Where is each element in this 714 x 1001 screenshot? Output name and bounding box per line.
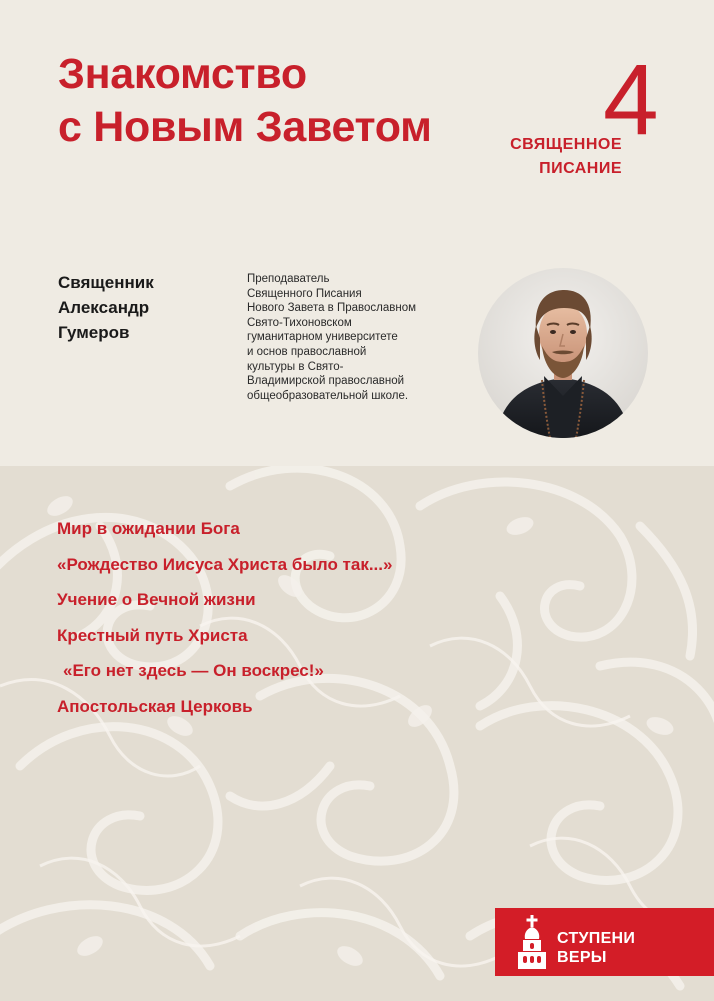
publisher-logo — [495, 908, 714, 976]
book-title-line-2: с Новым Заветом — [58, 103, 432, 151]
publisher-logo-text — [557, 929, 635, 967]
toc-item: Крестный путь Христа — [57, 625, 248, 645]
author-bio-line: общеобразовательной школе. — [247, 389, 409, 402]
toc-item: Апостольская Церковь — [57, 696, 253, 716]
author-bio-line: и основ православной — [247, 345, 367, 358]
book-title-line-1: Знакомство — [58, 50, 307, 98]
cover-header-area — [0, 0, 714, 466]
author-name-line-1: Священник — [58, 273, 154, 292]
author-bio-line: Свято-Тихоновском — [247, 316, 352, 329]
author-name-line-2: Александр — [58, 298, 150, 317]
author-bio-line: Преподаватель — [247, 273, 330, 285]
toc-item: «Его нет здесь — Он воскрес!» — [63, 661, 324, 681]
volume-number: 4 — [603, 44, 659, 156]
author-portrait-image — [478, 268, 648, 438]
publisher-logo-line-1: СТУПЕНИ — [557, 930, 636, 947]
publisher-logo-line-2: ВЕРЫ — [557, 949, 607, 966]
church-icon — [517, 915, 547, 969]
toc-item: Учение о Вечной жизни — [57, 590, 256, 610]
toc-item: Мир в ожидании Бога — [57, 519, 240, 538]
author-bio-line: Священного Писания — [247, 287, 362, 300]
author-bio-line: гуманитарном университете — [247, 331, 398, 344]
series-name — [510, 133, 622, 181]
author-bio — [247, 272, 467, 403]
author-bio-line: Нового Завета в Православном — [247, 302, 417, 315]
series-name-line-2: ПИСАНИЕ — [539, 160, 622, 177]
series-name-line-1: СВЯЩЕННОЕ — [510, 136, 622, 153]
author-name-line-3: Гумеров — [58, 323, 130, 342]
author-bio-line: культуры в Свято- — [247, 360, 344, 373]
author-bio-line: Владимирской православной — [247, 375, 405, 388]
table-of-contents — [57, 519, 392, 733]
author-name — [58, 270, 154, 345]
author-portrait — [478, 268, 648, 438]
toc-item: «Рождество Иисуса Христа было так...» — [57, 554, 393, 574]
book-title — [58, 48, 432, 154]
